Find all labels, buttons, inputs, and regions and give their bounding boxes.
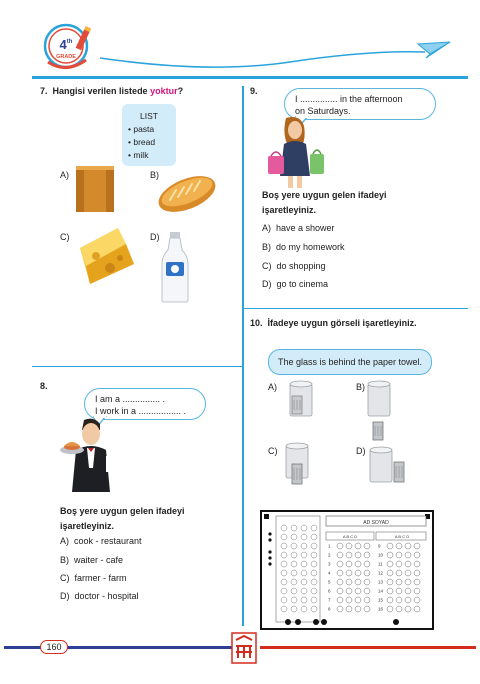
- answer-bubble: [346, 606, 352, 612]
- q10-title: 10. İfadeye uygun görseli işaretleyiniz.: [250, 318, 417, 328]
- answer-bubble: [346, 597, 352, 603]
- answer-bubble: [396, 552, 402, 558]
- q9-option-a[interactable]: A) have a shower: [262, 223, 335, 233]
- answer-bubble: [414, 588, 420, 594]
- answer-bubble: [346, 588, 352, 594]
- answer-bubble: [396, 606, 402, 612]
- id-bubble: [281, 552, 287, 558]
- answer-bubble: [396, 570, 402, 576]
- footer-rule-left: [4, 646, 236, 649]
- answer-bubble: [405, 597, 411, 603]
- id-bubble: [311, 588, 317, 594]
- q9-option-b[interactable]: B) do my homework: [262, 242, 345, 252]
- q8-option-c[interactable]: C) farmer - farm: [60, 573, 127, 583]
- list-item: • pasta: [128, 124, 155, 134]
- answer-bubble: [414, 597, 420, 603]
- answer-row-number: 14: [378, 588, 384, 594]
- q10-option-a-letter[interactable]: A): [268, 382, 277, 392]
- publisher-logo-icon: [231, 632, 257, 664]
- answer-bubble: [337, 543, 343, 549]
- id-bubble: [291, 561, 297, 567]
- answer-bubble: [387, 570, 393, 576]
- header-rule: [32, 76, 468, 79]
- answer-bubble: [337, 561, 343, 567]
- answer-bubble: [414, 552, 420, 558]
- answer-row-number: 3: [328, 561, 331, 567]
- answer-bubble: [355, 552, 361, 558]
- answer-bubble: [355, 543, 361, 549]
- id-bubble: [301, 561, 307, 567]
- answer-bubble: [405, 561, 411, 567]
- answer-bubble: [387, 552, 393, 558]
- id-bubble: [281, 534, 287, 540]
- answer-bubble: [364, 543, 370, 549]
- answer-bubble: [364, 579, 370, 585]
- page-number: 160: [40, 640, 68, 654]
- q10-option-a-image[interactable]: [284, 380, 318, 420]
- q7-option-a-letter[interactable]: A): [60, 170, 69, 180]
- id-bubble: [281, 597, 287, 603]
- answer-bubble: [337, 552, 343, 558]
- q9-number: 9.: [250, 86, 258, 96]
- shopping-woman-illustration: [262, 116, 328, 188]
- q7-title: 7. Hangisi verilen listede yoktur?: [40, 86, 184, 96]
- id-bubble: [301, 597, 307, 603]
- answer-bubble: [337, 597, 343, 603]
- svg-text:A B C D: A B C D: [394, 534, 410, 539]
- id-bubble: [311, 597, 317, 603]
- answer-row-number: 1: [328, 543, 331, 549]
- answer-bubble: [346, 552, 352, 558]
- id-bubble: [291, 534, 297, 540]
- answer-bubble: [414, 579, 420, 585]
- answer-bubble: [346, 561, 352, 567]
- id-bubble: [281, 606, 287, 612]
- id-bubble: [291, 606, 297, 612]
- id-bubble: [291, 588, 297, 594]
- answer-bubble: [414, 570, 420, 576]
- q8-option-b[interactable]: B) waiter - cafe: [60, 555, 124, 565]
- answer-bubble: [355, 579, 361, 585]
- id-bubble: [281, 588, 287, 594]
- q7-number: 7.: [40, 86, 48, 96]
- svg-text:4th: 4th: [59, 37, 73, 52]
- q7-option-c-letter[interactable]: C): [60, 232, 70, 242]
- answer-row-number: 5: [328, 579, 331, 585]
- q8-option-d[interactable]: D) doctor - hospital: [60, 591, 139, 601]
- footer-rule-right: [260, 646, 476, 649]
- answer-row-number: 7: [328, 597, 331, 603]
- id-bubble: [281, 579, 287, 585]
- q8-instruction: Boş yere uygun gelen ifadeyi işaretleyiniz.: [60, 506, 185, 531]
- answer-row-number: 8: [328, 606, 331, 612]
- q10-option-d-letter[interactable]: D): [356, 446, 366, 456]
- q10-number: 10.: [250, 318, 263, 328]
- q10-option-b-letter[interactable]: B): [356, 382, 365, 392]
- section-divider: [244, 308, 468, 309]
- answer-bubble: [387, 579, 393, 585]
- id-bubble: [301, 543, 307, 549]
- answer-row-number: 16: [378, 606, 384, 612]
- q10-sentence-box: The glass is behind the paper towel.: [268, 349, 432, 375]
- q9-instruction: Boş yere uygun gelen ifadeyi işaretleyiniz.: [262, 190, 387, 215]
- answer-bubble: [405, 606, 411, 612]
- answer-bubble: [364, 561, 370, 567]
- svg-text:A B C D: A B C D: [342, 534, 358, 539]
- answer-row-number: 2: [328, 552, 331, 558]
- answer-bubble: [364, 588, 370, 594]
- answer-bubble: [346, 579, 352, 585]
- answer-row-number: 12: [378, 570, 384, 576]
- answer-bubble: [364, 606, 370, 612]
- answer-bubble: [414, 561, 420, 567]
- answer-bubble: [405, 579, 411, 585]
- q10-option-b-image[interactable]: [364, 380, 394, 442]
- q7-option-b-letter[interactable]: B): [150, 170, 159, 180]
- answer-bubble: [364, 597, 370, 603]
- id-bubble: [291, 552, 297, 558]
- answer-sheet-grid: [262, 512, 432, 628]
- answer-bubble: [387, 597, 393, 603]
- q7-list-box: [122, 104, 176, 166]
- svg-text:GRADE: GRADE: [56, 54, 76, 60]
- id-bubble: [301, 579, 307, 585]
- id-bubble: [311, 534, 317, 540]
- answer-bubble: [387, 543, 393, 549]
- answer-row-number: 9: [378, 543, 381, 549]
- q8-speech-bubble: I am a ............... . I work in a ................. .: [84, 388, 206, 420]
- answer-bubble: [355, 588, 361, 594]
- id-bubble: [301, 606, 307, 612]
- answer-bubble: [387, 561, 393, 567]
- box-image[interactable]: [74, 164, 116, 214]
- id-bubble: [281, 543, 287, 549]
- q7-option-d-letter[interactable]: D): [150, 232, 160, 242]
- q8-option-a[interactable]: A) cook - restaurant: [60, 536, 142, 546]
- answer-row-number: 6: [328, 588, 331, 594]
- q9-option-c[interactable]: C) do shopping: [262, 261, 326, 271]
- answer-bubble: [405, 552, 411, 558]
- answer-bubble: [355, 597, 361, 603]
- answer-row-number: 13: [378, 579, 384, 585]
- id-bubble: [301, 525, 307, 531]
- id-bubble: [281, 525, 287, 531]
- header-swoosh: [90, 28, 460, 78]
- id-bubble: [291, 525, 297, 531]
- id-bubble: [311, 543, 317, 549]
- cheese-image[interactable]: [76, 222, 136, 288]
- id-bubble: [311, 570, 317, 576]
- list-item: • milk: [128, 150, 149, 160]
- q9-option-d[interactable]: D) go to cinema: [262, 279, 329, 289]
- q7-bottom-divider: [32, 366, 242, 367]
- waiter-illustration: [58, 416, 122, 494]
- q10-option-d-image[interactable]: [366, 444, 410, 486]
- id-bubble: [291, 579, 297, 585]
- id-bubble: [291, 543, 297, 549]
- answer-row-number: 11: [378, 561, 383, 567]
- answer-bubble: [355, 570, 361, 576]
- answer-bubble: [355, 561, 361, 567]
- answer-bubble: [337, 606, 343, 612]
- answer-bubble: [396, 543, 402, 549]
- answer-bubble: [355, 606, 361, 612]
- id-bubble: [301, 588, 307, 594]
- id-bubble: [291, 570, 297, 576]
- answer-bubble: [346, 543, 352, 549]
- id-bubble: [301, 570, 307, 576]
- answer-bubble: [396, 561, 402, 567]
- id-bubble: [281, 561, 287, 567]
- milk-bottle-image[interactable]: [160, 230, 190, 304]
- list-item: • bread: [128, 137, 156, 147]
- id-bubble: [311, 561, 317, 567]
- q10-option-c-image[interactable]: [282, 442, 316, 488]
- id-bubble: [311, 606, 317, 612]
- answer-bubble: [396, 588, 402, 594]
- answer-bubble: [337, 579, 343, 585]
- answer-bubble: [414, 606, 420, 612]
- answer-row-number: 4: [328, 570, 331, 576]
- answer-bubble: [337, 570, 343, 576]
- answer-bubble: [405, 543, 411, 549]
- answer-rows-right: [378, 543, 420, 612]
- id-bubble: [301, 552, 307, 558]
- answer-bubble: [414, 543, 420, 549]
- answer-bubble: [405, 588, 411, 594]
- optical-answer-sheet: [260, 510, 434, 630]
- list-title: LIST: [140, 111, 158, 121]
- answer-bubble: [364, 552, 370, 558]
- answer-rows-left: [328, 543, 370, 612]
- answer-row-number: 10: [378, 552, 384, 558]
- q10-option-c-letter[interactable]: C): [268, 446, 278, 456]
- id-bubble: [281, 570, 287, 576]
- answer-sheet-title: AD SOYAD: [363, 520, 389, 526]
- answer-bubble: [396, 579, 402, 585]
- id-bubble: [311, 579, 317, 585]
- paper-plane-icon: [418, 42, 450, 58]
- answer-row-number: 15: [378, 597, 384, 603]
- answer-bubble: [405, 570, 411, 576]
- id-bubble: [291, 597, 297, 603]
- answer-bubble: [364, 570, 370, 576]
- column-divider: [242, 86, 244, 626]
- q8-number: 8.: [40, 381, 48, 391]
- answer-bubble: [346, 570, 352, 576]
- id-bubble: [311, 525, 317, 531]
- answer-bubble: [387, 588, 393, 594]
- q9-speech-bubble: I ............... in the afternoon on Saturdays.: [284, 88, 436, 120]
- answer-bubble: [337, 588, 343, 594]
- answer-bubble: [396, 597, 402, 603]
- answer-bubble: [387, 606, 393, 612]
- id-bubble: [301, 534, 307, 540]
- id-bubble: [311, 552, 317, 558]
- bread-image[interactable]: [156, 170, 218, 218]
